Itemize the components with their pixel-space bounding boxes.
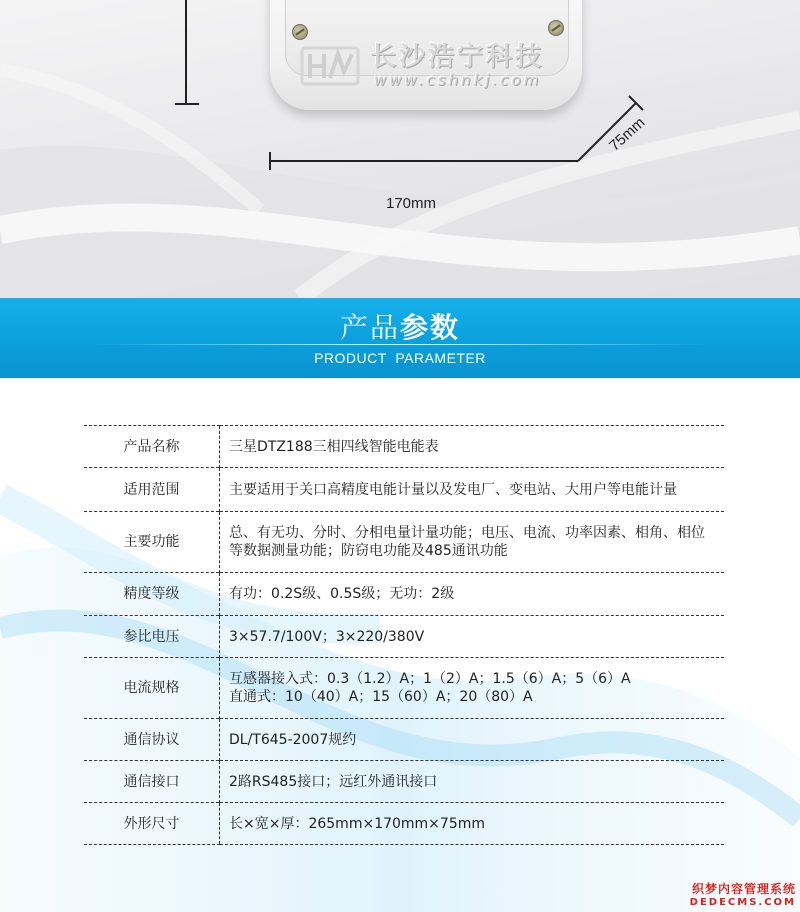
brand-name: 长沙浩宁科技	[370, 42, 545, 72]
watermark-line1: 织梦内容管理系统	[691, 882, 796, 896]
parameters-section	[0, 378, 800, 912]
param-value: 有功：0.2S级、0.5S级；无功：2级	[220, 573, 725, 616]
table-row	[84, 426, 724, 468]
param-value: 三星DTZ188三相四线智能电能表	[220, 426, 725, 468]
param-label: 主要功能	[84, 512, 220, 573]
table-row	[84, 616, 724, 658]
param-value: 主要适用于关口高精度电能计量以及发电厂、变电站、大用户等电能计量	[220, 468, 725, 512]
section-subtitle: PRODUCT PARAMETER	[314, 350, 486, 366]
param-value: 3×57.7/100V；3×220/380V	[220, 616, 725, 658]
product-photo	[0, 0, 800, 298]
table-row	[84, 658, 724, 719]
param-label: 通信接口	[84, 761, 220, 803]
brand-url: www.cshnkj.com	[374, 71, 542, 89]
brand-logo-icon	[300, 46, 360, 86]
param-value: 长×宽×厚：265mm×170mm×75mm	[220, 803, 725, 845]
banner-divider	[90, 344, 710, 345]
table-row	[84, 468, 724, 512]
table-row	[84, 719, 724, 761]
depth-dimension-label: 75mm	[606, 114, 649, 155]
table-row	[84, 761, 724, 803]
param-value: 总、有无功、分时、分相电量计量功能；电压、电流、功率因素、相角、相位等数据测量功能；防窃电功能及485通讯功能	[220, 512, 725, 573]
screw-left	[292, 24, 308, 40]
param-value: 2路RS485接口；远红外通讯接口	[220, 761, 725, 803]
section-title	[0, 306, 800, 346]
param-label: 产品名称	[84, 426, 220, 468]
screw-right	[548, 20, 564, 36]
table-row	[84, 512, 724, 573]
param-value-group	[220, 658, 725, 719]
param-label: 外形尺寸	[84, 803, 220, 845]
section-title-normal: 产品	[339, 311, 400, 344]
param-label: 电流规格	[84, 658, 220, 719]
width-dimension-label: 170mm	[386, 195, 437, 212]
section-banner	[0, 298, 800, 378]
table-row	[84, 803, 724, 845]
parameters-table	[84, 425, 724, 845]
param-value-line2: 直通式：10（40）A；15（60）A；20（80）A	[229, 689, 533, 705]
table-row	[84, 573, 724, 616]
param-label: 精度等级	[84, 573, 220, 616]
param-value: 互感器接入式：0.3（1.2）A；1（2）A；1.5（6）A；5（6）A	[229, 671, 631, 687]
param-label: 参比电压	[84, 616, 220, 658]
param-label: 通信协议	[84, 719, 220, 761]
param-value: DL/T645-2007规约	[220, 719, 725, 761]
watermark-line2: DEDECMS.COM	[689, 897, 796, 908]
site-watermark	[690, 880, 796, 908]
section-title-bold: 参数	[400, 311, 461, 344]
param-label: 适用范围	[84, 468, 220, 512]
